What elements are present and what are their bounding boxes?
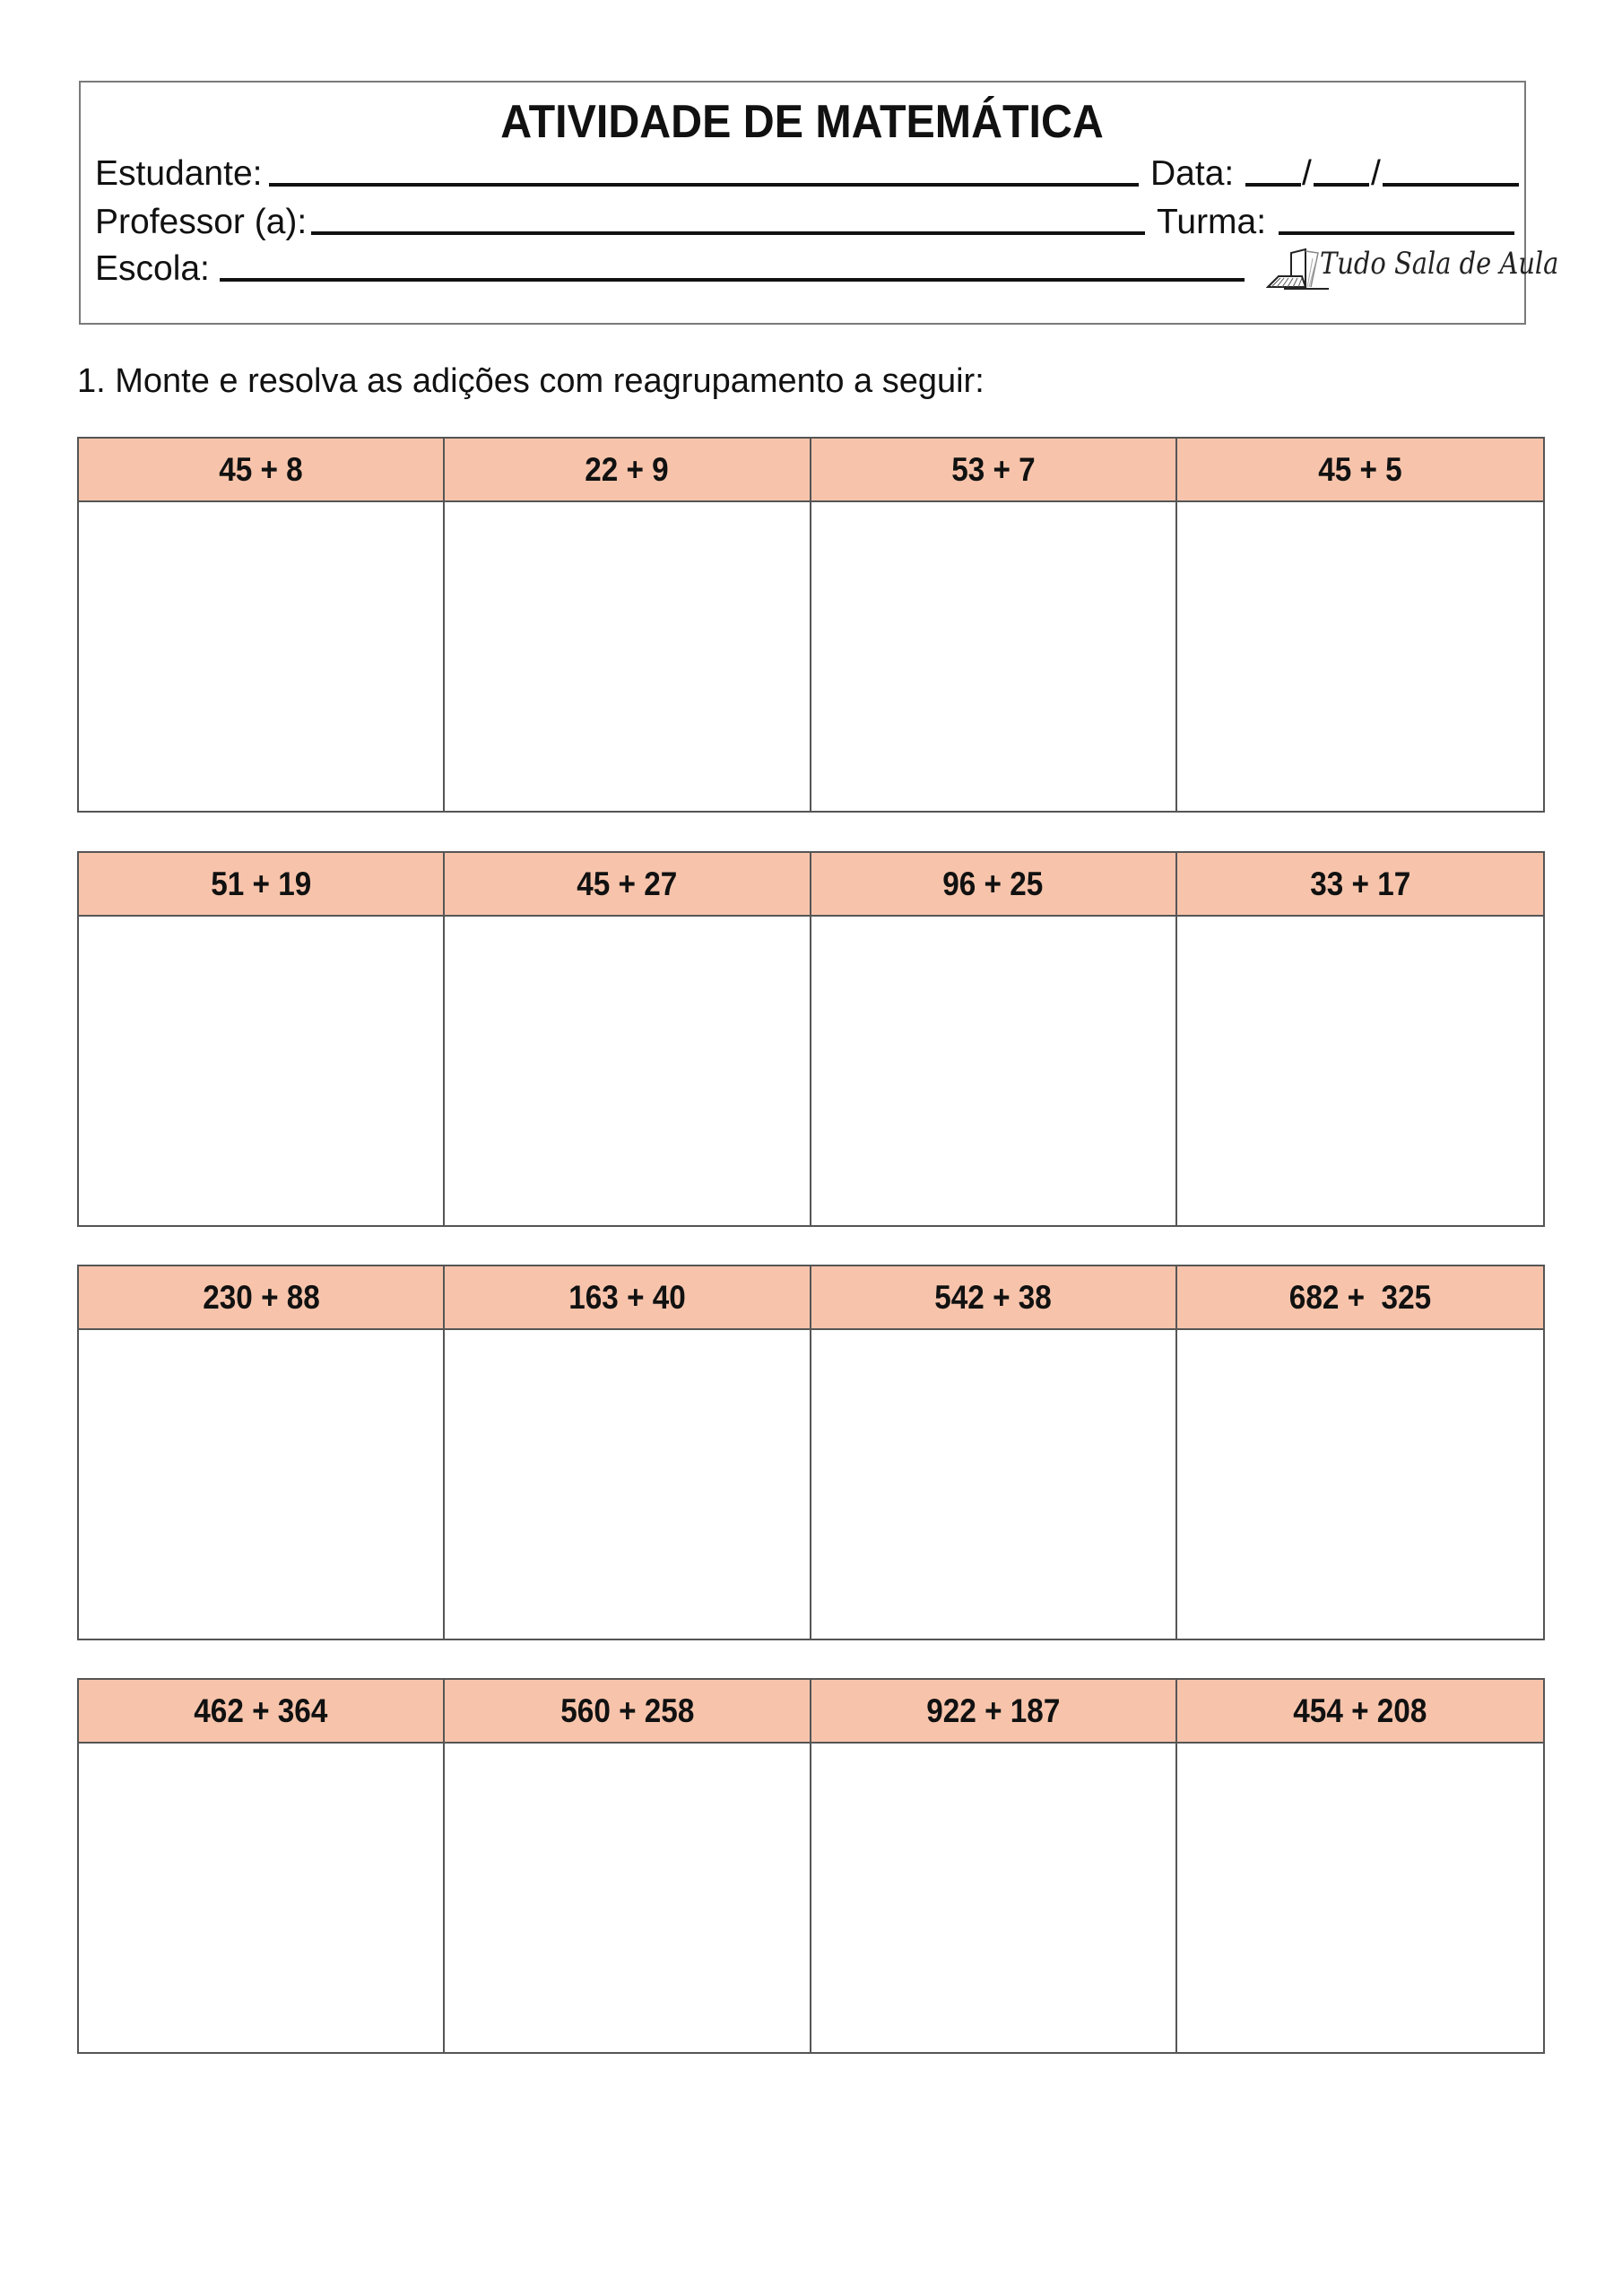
class-line[interactable] bbox=[1279, 231, 1514, 235]
problem-header: 560 + 258 bbox=[445, 1680, 811, 1744]
header-box bbox=[79, 81, 1559, 325]
date-day-line[interactable] bbox=[1245, 183, 1301, 187]
student-name-line[interactable] bbox=[269, 183, 1139, 187]
problem-header: 682 + 325 bbox=[1177, 1266, 1543, 1330]
page-title: ATIVIDADE DE MATEMÁTICA bbox=[500, 96, 1105, 148]
answer-area[interactable] bbox=[811, 502, 1177, 811]
exercise-instruction: 1. Monte e resolva as adições com reagrupamento a seguir: bbox=[77, 362, 984, 400]
problem-header: 454 + 208 bbox=[1177, 1680, 1543, 1744]
problem-table-2 bbox=[77, 851, 1545, 1227]
answer-area[interactable] bbox=[445, 1330, 811, 1639]
answer-area[interactable] bbox=[1177, 917, 1543, 1225]
problem-header: 33 + 17 bbox=[1177, 853, 1543, 917]
answer-area[interactable] bbox=[445, 917, 811, 1225]
problem-header: 45 + 5 bbox=[1177, 439, 1543, 502]
problem-table-4 bbox=[77, 1678, 1545, 2054]
answer-area[interactable] bbox=[79, 917, 445, 1225]
problem-header: 542 + 38 bbox=[811, 1266, 1177, 1330]
teacher-label: Professor (a): bbox=[95, 203, 308, 241]
date-month-line[interactable] bbox=[1314, 183, 1369, 187]
answer-area[interactable] bbox=[445, 1744, 811, 2052]
student-label: Estudante: bbox=[95, 154, 263, 193]
problem-header: 22 + 9 bbox=[445, 439, 811, 502]
problem-header: 96 + 25 bbox=[811, 853, 1177, 917]
date-label: Data: bbox=[1150, 154, 1235, 193]
problem-header: 45 + 8 bbox=[79, 439, 445, 502]
problem-header: 922 + 187 bbox=[811, 1680, 1177, 1744]
problem-table-1 bbox=[77, 437, 1545, 813]
teacher-name-line[interactable] bbox=[311, 231, 1145, 235]
answer-area[interactable] bbox=[811, 1744, 1177, 2052]
problem-header: 45 + 27 bbox=[445, 853, 811, 917]
school-line[interactable] bbox=[220, 278, 1245, 282]
answer-area[interactable] bbox=[79, 1330, 445, 1639]
answer-area[interactable] bbox=[1177, 1330, 1543, 1639]
problem-header: 230 + 88 bbox=[79, 1266, 445, 1330]
problem-table-3 bbox=[77, 1265, 1545, 1640]
problem-header: 53 + 7 bbox=[811, 439, 1177, 502]
school-label: Escola: bbox=[95, 249, 210, 288]
problem-header: 462 + 364 bbox=[79, 1680, 445, 1744]
brand-logo bbox=[1266, 246, 1559, 292]
problem-header: 51 + 19 bbox=[79, 853, 445, 917]
problem-header: 163 + 40 bbox=[445, 1266, 811, 1330]
class-label: Turma: bbox=[1157, 203, 1267, 241]
answer-area[interactable] bbox=[811, 1330, 1177, 1639]
date-separator: / bbox=[1302, 154, 1312, 193]
answer-area[interactable] bbox=[79, 502, 445, 811]
answer-area[interactable] bbox=[445, 502, 811, 811]
date-separator: / bbox=[1371, 154, 1381, 193]
date-year-line[interactable] bbox=[1383, 183, 1519, 187]
answer-area[interactable] bbox=[79, 1744, 445, 2052]
answer-area[interactable] bbox=[1177, 1744, 1543, 2052]
brand-logo-text: Tudo Sala de Aula bbox=[1320, 246, 1559, 282]
answer-area[interactable] bbox=[1177, 502, 1543, 811]
answer-area[interactable] bbox=[811, 917, 1177, 1225]
